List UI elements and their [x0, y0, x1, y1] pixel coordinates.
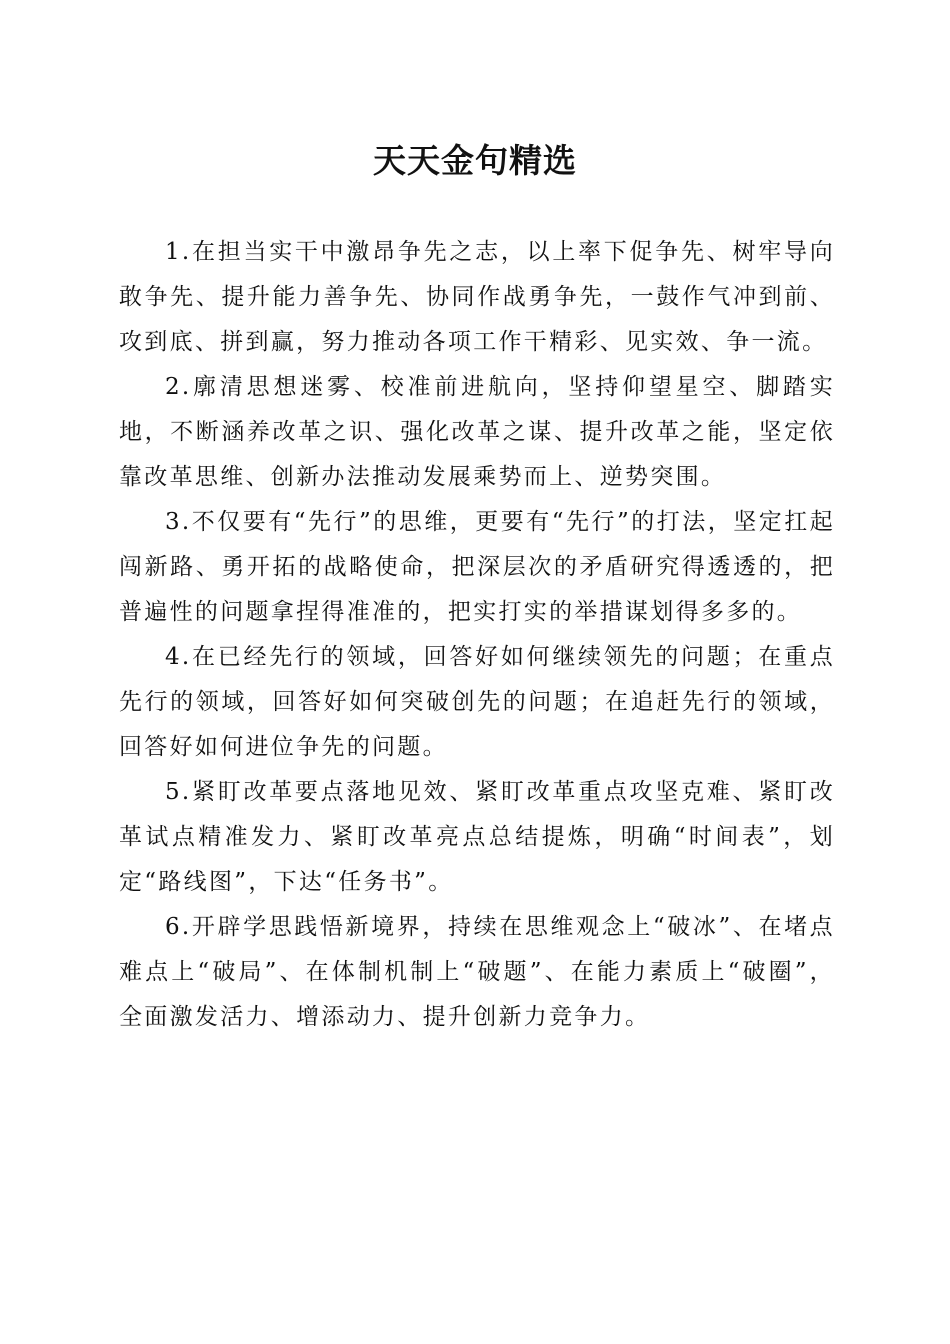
document-body: [119, 230, 835, 1040]
paragraph-6: 6.开辟学思践悟新境界，持续在思维观念上“破冰”、在堵点难点上“破局”、在体制机制上“破题”、在能力素质上“破圈”，全面激发活力、增添动力、提升创新力竞争力。: [119, 914, 835, 1030]
paragraph-1: 1.在担当实干中激昂争先之志，以上率下促争先、树牢导向敢争先、提升能力善争先、协同作战勇争先，一鼓作气冲到前、攻到底、拼到赢，努力推动各项工作干精彩、见实效、争一流。: [119, 239, 835, 355]
paragraph-5: 5.紧盯改革要点落地见效、紧盯改革重点攻坚克难、紧盯改革试点精准发力、紧盯改革亮点总结提炼，明确“时间表”，划定“路线图”，下达“任务书”。: [119, 779, 835, 895]
paragraph-4: 4.在已经先行的领域，回答好如何继续领先的问题；在重点先行的领域，回答好如何突破创先的问题；在追赶先行的领域，回答好如何进位争先的问题。: [119, 644, 835, 760]
paragraph-3: 3.不仅要有“先行”的思维，更要有“先行”的打法，坚定扛起闯新路、勇开拓的战略使命，把深层次的矛盾研究得透透的，把普遍性的问题拿捏得准准的，把实打实的举措谋划得多多的。: [119, 509, 835, 625]
paragraph-2: 2.廓清思想迷雾、校准前进航向，坚持仰望星空、脚踏实地，不断涵养改革之识、强化改革之谋、提升改革之能，坚定依靠改革思维、创新办法推动发展乘势而上、逆势突围。: [119, 374, 835, 490]
document-title: 天天金句精选: [373, 141, 577, 180]
